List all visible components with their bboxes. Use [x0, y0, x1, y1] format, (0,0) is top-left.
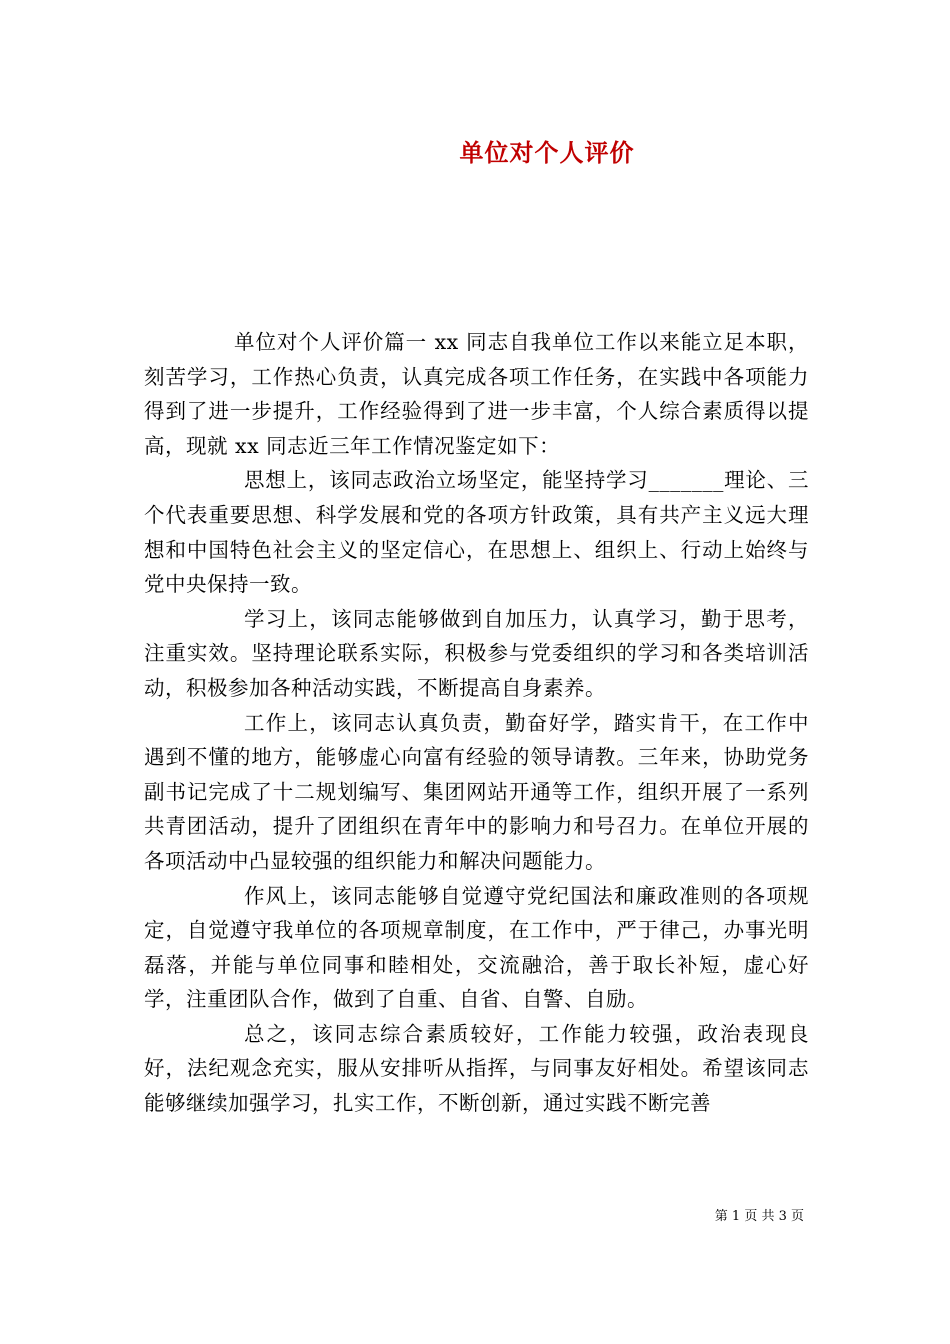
document-body: [144, 325, 809, 1121]
paragraph-conduct: 作风上，该同志能够自觉遵守党纪国法和廉政准则的各项规定，自觉遵守我单位的各项规章制度，在工作中，严于律己，办事光明磊落，并能与单位同事和睦相处，交流融洽，善于取长补短，虚心好学，注重团队合作，做到了自重、自省、自警、自励。: [144, 883, 809, 1012]
paragraph-study: 学习上，该同志能够做到自加压力，认真学习，勤于思考，注重实效。坚持理论联系实际，积极参与党委组织的学习和各类培训活动，积极参加各种活动实践，不断提高自身素养。: [144, 606, 809, 700]
paragraph-ideology: 思想上，该同志政治立场坚定，能坚持学习_______理论、三个代表重要思想、科学发展和党的各项方针政策，具有共产主义远大理想和中国特色社会主义的坚定信心，在思想上、组织上、行动上始终与党中央保持一致。: [144, 468, 809, 597]
page-number: 第 1 页 共 3 页: [714, 1209, 804, 1224]
paragraph-summary: 总之，该同志综合素质较好，工作能力较强，政治表现良好，法纪观念充实，服从安排听从指挥，与同事友好相处。希望该同志能够继续加强学习，扎实工作，不断创新，通过实践不断完善: [144, 1021, 809, 1116]
document-title: 单位对个人评价: [459, 138, 635, 167]
paragraph-intro: 单位对个人评价篇一 xx 同志自我单位工作以来能立足本职，刻苦学习，工作热心负责，认真完成各项工作任务，在实践中各项能力得到了进一步提升，工作经验得到了进一步丰富，个人综合素质得以提高，现就 xx 同志近三年工作情况鉴定如下：: [144, 330, 809, 458]
paragraph-work: 工作上，该同志认真负责，勤奋好学，踏实肯干，在工作中遇到不懂的地方，能够虚心向富有经验的领导请教。三年来，协助党务副书记完成了十二规划编写、集团网站开通等工作，组织开展了一系列共青团活动，提升了团组织在青年中的影响力和号召力。在单位开展的各项活动中凸显较强的组织能力和解决问题能力。: [144, 710, 809, 873]
